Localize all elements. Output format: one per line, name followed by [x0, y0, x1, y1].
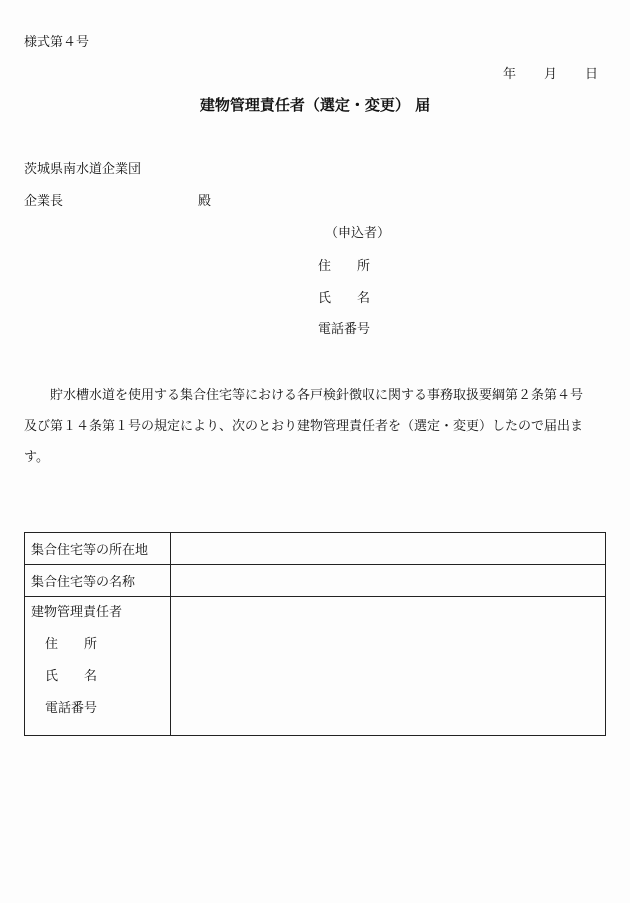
body-line-2: 及び第１４条第１号の規定により、次のとおり建物管理責任者を（選定・変更）したので届出ます。 [24, 419, 584, 465]
manager-name-label-a: 氏 [45, 669, 59, 684]
table-row [25, 565, 606, 597]
date-year-label: 年 [502, 67, 516, 82]
info-table [24, 532, 606, 736]
applicant-header: （申込者） [325, 226, 391, 241]
manager-name-label [31, 667, 170, 699]
manager-label-cell [25, 597, 171, 736]
applicant-name-label-b: 名 [357, 291, 371, 306]
manager-phone-label: 電話番号 [45, 701, 98, 716]
recipient-organization: 茨城県南水道企業団 [24, 162, 142, 177]
form-number: 様式第４号 [24, 35, 90, 50]
body-line-1: 貯水槽水道を使用する集合住宅等における各戸検針徴収に関する事務取扱要綱第２条第４号 [50, 388, 584, 403]
manager-value-field[interactable] [171, 597, 606, 736]
manager-address-label-b: 所 [84, 637, 98, 652]
date-day-label: 日 [584, 67, 598, 82]
building-name-value-field[interactable] [171, 565, 606, 597]
recipient-line [24, 190, 212, 209]
applicant-name-label [318, 287, 370, 306]
applicant-address-label-b: 所 [357, 259, 371, 274]
building-name-label: 集合住宅等の名称 [25, 565, 171, 597]
applicant-name-label-a: 氏 [318, 291, 332, 306]
applicant-address-label-a: 住 [318, 259, 332, 274]
manager-name-label-b: 名 [84, 669, 98, 684]
body-paragraph [24, 380, 606, 473]
table-row [25, 597, 606, 736]
applicant-address-label [318, 255, 370, 274]
document-title: 建物管理責任者（選定・変更） 届 [199, 96, 431, 114]
manager-address-label [31, 635, 170, 667]
table-row [25, 533, 606, 565]
manager-label: 建物管理責任者 [31, 605, 123, 620]
recipient-honorific: 殿 [198, 194, 212, 209]
location-value-field[interactable] [171, 533, 606, 565]
date-line [503, 63, 598, 82]
date-month-label: 月 [543, 67, 557, 82]
location-label: 集合住宅等の所在地 [25, 533, 171, 565]
recipient-position: 企業長 [24, 194, 64, 209]
manager-address-label-a: 住 [45, 637, 59, 652]
applicant-phone-label: 電話番号 [318, 322, 371, 337]
